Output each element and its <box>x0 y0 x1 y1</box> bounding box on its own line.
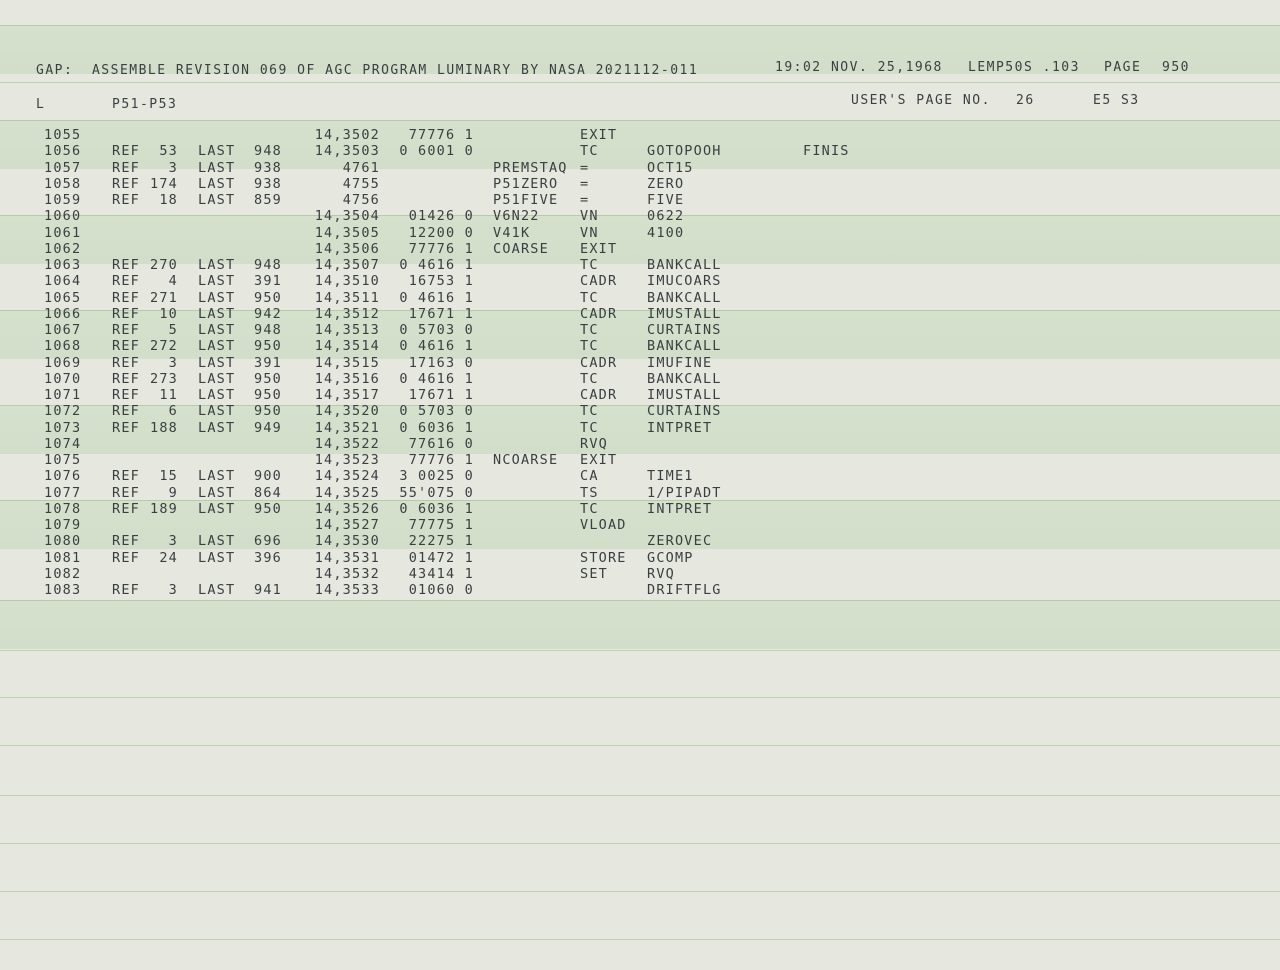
line-number: 1071 <box>44 387 82 403</box>
paper-rule <box>0 843 1280 844</box>
operand: RVQ <box>647 565 675 582</box>
ref-count: 272 <box>150 338 178 355</box>
last-keyword: LAST <box>198 159 236 176</box>
opcode: = <box>580 192 590 208</box>
line-number: 1078 <box>44 500 82 517</box>
symbol-label: V6N22 <box>493 208 540 225</box>
ref-keyword: REF <box>112 468 140 485</box>
line-number: 1070 <box>44 370 82 387</box>
opcode: TC <box>580 403 599 420</box>
line-number: 1079 <box>44 517 82 533</box>
line-number: 1072 <box>44 403 82 420</box>
operand: BANKCALL <box>647 289 722 306</box>
ref-count: 10 <box>159 305 178 322</box>
operand: ZEROVEC <box>647 533 713 550</box>
address: 14,3524 <box>314 468 380 485</box>
ref-count: 53 <box>159 143 178 160</box>
green-band <box>0 215 1280 264</box>
symbol-label: COARSE <box>493 240 549 257</box>
last-page: 950 <box>254 500 282 517</box>
opcode: = <box>580 159 590 176</box>
address: 4755 <box>342 175 380 192</box>
address: 14,3513 <box>314 322 380 338</box>
paper-rule <box>0 795 1280 796</box>
line-number: 1065 <box>44 289 82 306</box>
address: 14,3522 <box>314 435 380 452</box>
address: 14,3523 <box>314 452 380 468</box>
opcode: EXIT <box>580 127 618 143</box>
ref-count: 189 <box>150 500 178 517</box>
last-keyword: LAST <box>198 338 236 355</box>
address: 14,3521 <box>314 419 380 436</box>
octal-word: 16753 1 <box>408 273 474 290</box>
green-band <box>0 500 1280 549</box>
last-page: 391 <box>254 273 282 290</box>
ref-count: 174 <box>150 175 178 192</box>
opcode: CADR <box>580 273 618 290</box>
last-keyword: LAST <box>198 549 236 566</box>
operand: GCOMP <box>647 549 694 566</box>
line-number: 1067 <box>44 322 82 338</box>
operand: FIVE <box>647 192 685 208</box>
ref-count: 273 <box>150 370 178 387</box>
line-number: 1062 <box>44 240 82 257</box>
ref-count: 271 <box>150 289 178 306</box>
opcode: = <box>580 175 590 192</box>
opcode: TC <box>580 419 599 436</box>
last-page: 396 <box>254 549 282 566</box>
green-band <box>0 600 1280 649</box>
ref-count: 3 <box>168 533 178 550</box>
ref-keyword: REF <box>112 289 140 306</box>
ref-count: 3 <box>168 159 178 176</box>
octal-word: 0 4616 1 <box>399 257 474 273</box>
operand: IMUCOARS <box>647 273 722 290</box>
last-page: 859 <box>254 192 282 208</box>
address: 14,3510 <box>314 273 380 290</box>
last-keyword: LAST <box>198 192 236 208</box>
opcode: TC <box>580 322 599 338</box>
address: 14,3505 <box>314 224 380 241</box>
line-number: 1061 <box>44 224 82 241</box>
address: 14,3514 <box>314 338 380 355</box>
paper-rule <box>0 891 1280 892</box>
line-number: 1082 <box>44 565 82 582</box>
last-keyword: LAST <box>198 257 236 273</box>
address: 14,3533 <box>314 582 380 598</box>
listing-code: E5 S3 <box>1093 93 1140 108</box>
opcode: STORE <box>580 549 627 566</box>
address: 14,3527 <box>314 517 380 533</box>
paper-rule <box>0 697 1280 698</box>
operand: BANKCALL <box>647 370 722 387</box>
line-number: 1056 <box>44 143 82 160</box>
opcode: CADR <box>580 354 618 371</box>
octal-word: 43414 1 <box>408 565 474 582</box>
ref-keyword: REF <box>112 582 140 598</box>
opcode: VN <box>580 208 599 225</box>
symbol-label: V41K <box>493 224 531 241</box>
ref-count: 4 <box>168 273 178 290</box>
line-number: 1064 <box>44 273 82 290</box>
line-number: 1066 <box>44 305 82 322</box>
octal-word: 0 6036 1 <box>399 419 474 436</box>
line-number: 1073 <box>44 419 82 436</box>
address: 14,3525 <box>314 484 380 501</box>
ref-keyword: REF <box>112 273 140 290</box>
ref-count: 6 <box>168 403 178 420</box>
opcode: VLOAD <box>580 517 627 533</box>
comment: FINIS <box>803 143 850 160</box>
operand: OCT15 <box>647 159 694 176</box>
last-page: 900 <box>254 468 282 485</box>
ref-keyword: REF <box>112 419 140 436</box>
octal-word: 01060 0 <box>408 582 474 598</box>
opcode: TC <box>580 143 599 160</box>
page-label: PAGE <box>1104 60 1142 75</box>
operand: INTPRET <box>647 500 713 517</box>
ref-keyword: REF <box>112 387 140 403</box>
opcode: CADR <box>580 305 618 322</box>
last-page: 696 <box>254 533 282 550</box>
line-number: 1068 <box>44 338 82 355</box>
last-keyword: LAST <box>198 403 236 420</box>
octal-word: 77776 1 <box>408 452 474 468</box>
listing-type: L <box>36 97 46 112</box>
paper-rule <box>0 939 1280 940</box>
ref-keyword: REF <box>112 305 140 322</box>
last-keyword: LAST <box>198 289 236 306</box>
last-page: 941 <box>254 582 282 598</box>
ref-count: 9 <box>168 484 178 501</box>
address: 14,3531 <box>314 549 380 566</box>
ref-keyword: REF <box>112 159 140 176</box>
last-page: 948 <box>254 322 282 338</box>
last-page: 950 <box>254 338 282 355</box>
ref-keyword: REF <box>112 322 140 338</box>
last-page: 938 <box>254 175 282 192</box>
ref-keyword: REF <box>112 500 140 517</box>
address: 14,3511 <box>314 289 380 306</box>
last-keyword: LAST <box>198 582 236 598</box>
address: 14,3517 <box>314 387 380 403</box>
address: 4761 <box>342 159 380 176</box>
last-keyword: LAST <box>198 533 236 550</box>
octal-word: 17163 0 <box>408 354 474 371</box>
symbol-label: P51ZERO <box>493 175 559 192</box>
page-number: 950 <box>1162 60 1190 75</box>
line-number: 1063 <box>44 257 82 273</box>
address: 14,3520 <box>314 403 380 420</box>
ref-count: 5 <box>168 322 178 338</box>
last-page: 938 <box>254 159 282 176</box>
line-number: 1055 <box>44 127 82 143</box>
line-number: 1069 <box>44 354 82 371</box>
last-keyword: LAST <box>198 175 236 192</box>
octal-word: 77776 1 <box>408 127 474 143</box>
address: 14,3512 <box>314 305 380 322</box>
octal-word: 77775 1 <box>408 517 474 533</box>
ref-keyword: REF <box>112 403 140 420</box>
last-keyword: LAST <box>198 468 236 485</box>
last-page: 950 <box>254 387 282 403</box>
ref-keyword: REF <box>112 143 140 160</box>
last-keyword: LAST <box>198 354 236 371</box>
operand: TIME1 <box>647 468 694 485</box>
operand: CURTAINS <box>647 403 722 420</box>
operand: 1/PIPADT <box>647 484 722 501</box>
octal-word: 0 6001 0 <box>399 143 474 160</box>
opcode: TC <box>580 338 599 355</box>
opcode: TC <box>580 370 599 387</box>
operand: 4100 <box>647 224 685 241</box>
line-number: 1074 <box>44 435 82 452</box>
octal-word: 77616 0 <box>408 435 474 452</box>
last-keyword: LAST <box>198 484 236 501</box>
green-band <box>0 310 1280 359</box>
opcode: TC <box>580 500 599 517</box>
operand: CURTAINS <box>647 322 722 338</box>
paper-rule <box>0 745 1280 746</box>
users-page-number: 26 <box>1016 93 1035 108</box>
octal-word: 01426 0 <box>408 208 474 225</box>
address: 14,3504 <box>314 208 380 225</box>
last-page: 950 <box>254 370 282 387</box>
octal-word: 01472 1 <box>408 549 474 566</box>
address: 14,3516 <box>314 370 380 387</box>
address: 14,3503 <box>314 143 380 160</box>
address: 14,3507 <box>314 257 380 273</box>
print-timestamp: 19:02 NOV. 25,1968 <box>775 60 943 75</box>
octal-word: 0 4616 1 <box>399 370 474 387</box>
line-number: 1059 <box>44 192 82 208</box>
paper-rule <box>0 650 1280 651</box>
octal-word: 17671 1 <box>408 387 474 403</box>
octal-word: 0 6036 1 <box>399 500 474 517</box>
last-page: 391 <box>254 354 282 371</box>
symbol-label: NCOARSE <box>493 452 559 468</box>
octal-word: 0 4616 1 <box>399 338 474 355</box>
line-number: 1080 <box>44 533 82 550</box>
last-page: 950 <box>254 403 282 420</box>
last-keyword: LAST <box>198 322 236 338</box>
last-keyword: LAST <box>198 419 236 436</box>
ref-count: 188 <box>150 419 178 436</box>
ref-count: 3 <box>168 354 178 371</box>
opcode: SET <box>580 565 608 582</box>
ref-count: 270 <box>150 257 178 273</box>
address: 14,3532 <box>314 565 380 582</box>
line-number: 1057 <box>44 159 82 176</box>
green-band <box>0 405 1280 454</box>
line-number: 1060 <box>44 208 82 225</box>
ref-count: 3 <box>168 582 178 598</box>
octal-word: 0 5703 0 <box>399 322 474 338</box>
line-number: 1083 <box>44 582 82 598</box>
last-keyword: LAST <box>198 387 236 403</box>
assembly-title: GAP: ASSEMBLE REVISION 069 OF AGC PROGRAM LUMINARY BY NASA 2021112-011 <box>36 63 699 78</box>
users-page-label: USER'S PAGE NO. <box>851 93 991 108</box>
ref-keyword: REF <box>112 338 140 355</box>
last-keyword: LAST <box>198 305 236 322</box>
operand: BANKCALL <box>647 338 722 355</box>
opcode: EXIT <box>580 240 618 257</box>
last-page: 948 <box>254 257 282 273</box>
address: 4756 <box>342 192 380 208</box>
line-number: 1077 <box>44 484 82 501</box>
octal-word: 0 4616 1 <box>399 289 474 306</box>
last-page: 864 <box>254 484 282 501</box>
operand: BANKCALL <box>647 257 722 273</box>
ref-keyword: REF <box>112 175 140 192</box>
address: 14,3530 <box>314 533 380 550</box>
octal-word: 3 0025 0 <box>399 468 474 485</box>
ref-count: 18 <box>159 192 178 208</box>
last-page: 948 <box>254 143 282 160</box>
opcode: TC <box>580 257 599 273</box>
ref-count: 15 <box>159 468 178 485</box>
ref-keyword: REF <box>112 192 140 208</box>
operand: DRIFTFLG <box>647 582 722 598</box>
address: 14,3526 <box>314 500 380 517</box>
ref-keyword: REF <box>112 533 140 550</box>
octal-word: 0 5703 0 <box>399 403 474 420</box>
ref-keyword: REF <box>112 484 140 501</box>
operand: INTPRET <box>647 419 713 436</box>
green-band <box>0 120 1280 169</box>
address: 14,3515 <box>314 354 380 371</box>
opcode: VN <box>580 224 599 241</box>
log-section: P51-P53 <box>112 97 178 112</box>
line-number: 1058 <box>44 175 82 192</box>
ref-keyword: REF <box>112 549 140 566</box>
operand: IMUFINE <box>647 354 713 371</box>
line-number: 1076 <box>44 468 82 485</box>
symbol-label: P51FIVE <box>493 192 559 208</box>
opcode: TC <box>580 289 599 306</box>
symbol-label: PREMSTAQ <box>493 159 568 176</box>
ref-keyword: REF <box>112 370 140 387</box>
ref-count: 11 <box>159 387 178 403</box>
line-number: 1081 <box>44 549 82 566</box>
paper-rule <box>0 82 1280 83</box>
last-page: 949 <box>254 419 282 436</box>
address: 14,3506 <box>314 240 380 257</box>
opcode: EXIT <box>580 452 618 468</box>
octal-word: 77776 1 <box>408 240 474 257</box>
octal-word: 55'075 0 <box>399 484 474 501</box>
operand: IMUSTALL <box>647 305 722 322</box>
operand: 0622 <box>647 208 685 225</box>
octal-word: 17671 1 <box>408 305 474 322</box>
address: 14,3502 <box>314 127 380 143</box>
octal-word: 12200 0 <box>408 224 474 241</box>
last-keyword: LAST <box>198 273 236 290</box>
ref-count: 24 <box>159 549 178 566</box>
opcode: RVQ <box>580 435 608 452</box>
last-page: 950 <box>254 289 282 306</box>
last-page: 942 <box>254 305 282 322</box>
ref-keyword: REF <box>112 257 140 273</box>
operand: GOTOPOOH <box>647 143 722 160</box>
last-keyword: LAST <box>198 500 236 517</box>
ref-keyword: REF <box>112 354 140 371</box>
last-keyword: LAST <box>198 370 236 387</box>
opcode: CADR <box>580 387 618 403</box>
opcode: TS <box>580 484 599 501</box>
opcode: CA <box>580 468 599 485</box>
operand: IMUSTALL <box>647 387 722 403</box>
line-number: 1075 <box>44 452 82 468</box>
job-name: LEMP50S .103 <box>968 60 1080 75</box>
operand: ZERO <box>647 175 685 192</box>
octal-word: 22275 1 <box>408 533 474 550</box>
last-keyword: LAST <box>198 143 236 160</box>
